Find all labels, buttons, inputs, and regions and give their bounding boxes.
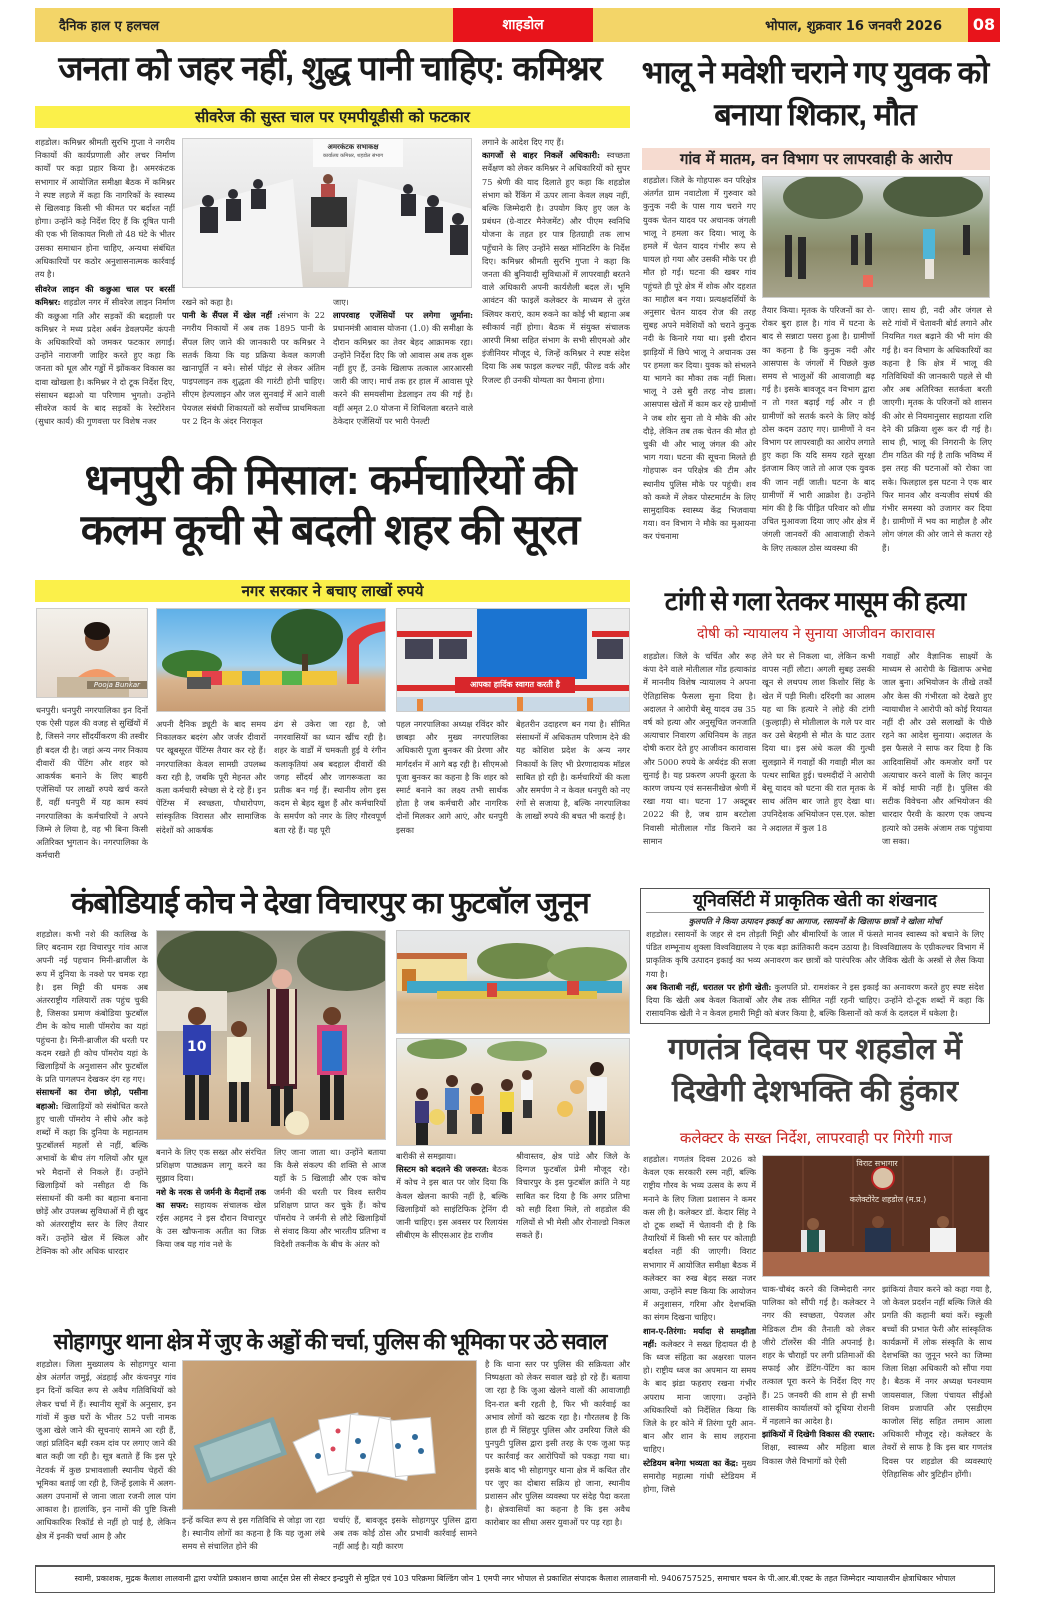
park-gate-illustration [157,609,386,712]
story6-col2: चाक-चौबंद करने की जिम्मेदारी नगर पालिका को सौंपी गई है। कलेक्टर ने नगर की स्वच्छता, पेयजल और मेडिकल टीम की तैनाती को लेकर जीरो टॉलरेंस की नीति अपनाई है। शहर के चौराहों पर लगी प्रतिमाओं की सफाई और डेंटिंग-पेंटिंग का काम तत्काल पूरा करने के निर्देश दिए गए हैं। 25 जनवरी की शाम से ही सभी शासकीय कार्यालयों को दूधिया रोशनी में नहलाने का आदेश है। झांकियों में दिखेगी विकास की रफ्तार: शिक्षा, स्वास्थ्य और महिला बाल विकास जैसे विभागों को ऐसी [762,1284,875,1466]
story7-headline: कंबोडियाई कोच ने देखा विचारपुर का फुटबॉल जुनून [71,887,589,920]
story5-headline: यूनिवर्सिटी में प्राकृतिक खेती का शंखनाद [646,892,984,913]
story3-park-photo [156,608,386,712]
story6-col3: झांकियां तैयार करने को कहा गया है, जो केवल प्रदर्शन नहीं बल्कि जिले की प्रगति की कहानी बयां करें। स्कूली बच्चों की प्रभात फेरी और सांस्कृतिक कार्यक्रमों में लोक संस्कृति के साथ देशभक्ति का जुनून भरने का जिम्मा जिला शिक्षा अधिकारी को सौंपा गया है। बैठक में नगर अध्यक्ष घनश्याम जायसवाल, जिला पंचायत सीईओ शिवम प्रजापति और एसडीएम काजोल सिंह सहित तमाम आला अधिकारी मौजूद रहे। कलेक्टर के तेवरों से साफ है कि इस बार गणतंत्र दिवस पर शहडोल की व्यवस्थाएं ऐतिहासिक और त्रुटिहीन होंगी। [882,1284,992,1479]
story4-headline: टांगी से गला रेतकर मासूम की हत्या [664,586,966,616]
welcome-banner: आपका हार्दिक स्वागत करती है [455,677,575,693]
story7-coach-photo [156,930,386,1140]
story3-office-photo [396,608,630,712]
story5-para1: शहडोल। रसायनों के जहर से दम तोड़ती मिट्टी और बीमारियों के जाल में फंसते मानव स्वास्थ्य को बचाने के लिए पंडित शम्भूनाथ शुक्ला विश्वविद्यालय ने एक बड़ा क्रांतिकारी कदम उठाया है। विश्वविद्यालय के एग्रीकल्चर विभाग में प्राकृतिक कृषि उत्पादन इकाई का भव्य अनावरण कर छात्रों को पारंपरिक और जैविक खेती के अस्त्रों से लैस किया गया है। [646,929,984,979]
story1-col2: रखने को कहा है। पानी के सैंपल में खेल नहीं :संभाग के 22 नगरीय निकायों में अब तक 1895 पानी के सैंपल लिए जाने की जानकारी पर कमिश्नर ने सतर्क किया कि यह प्रक्रिया केवल कागजी खानापूर्ति न बने। सोर्स पॉइंट से लेकर अंतिम पाइपलाइन तक शुद्धता की गारंटी होनी चाहिए। सीएम हेल्पलाइन और जल सुनवाई में आने वाली पेयजल संबंधी शिकायतों को सर्वोच्च प्राथमिकता पर 2 दिन के अंदर निराकृत [182,297,325,426]
story2-col2: तैयार किया। मृतक के परिजनों का रो-रोकर बुरा हाल है। गांव में घटना के बाद से सन्नाटा पसरा हुआ है। ग्रामीणों का कहना है कि कुनुक नदी और आसपास के जंगलों में पिछले कुछ समय से भालुओं की आवाजाही बढ़ गई है। इसके बावजूद वन विभाग द्वारा न तो गश्त बढ़ाई गई और न ही ग्रामीणों को सतर्क करने के लिए कोई ठोस कदम उठाए गए। ग्रामीणों ने वन विभाग पर लापरवाही का आरोप लगाते हुए कहा कि यदि समय रहते सुरक्षा इंतजाम किए जाते तो आज एक युवक की जान नहीं जाती। घटना के बाद ग्रामीणों में भारी आक्रोश है। उन्होंने मांग की है कि पीड़ित परिवार को शीघ्र उचित मुआवजा दिया जाए और क्षेत्र में जंगली जानवरों की आवाजाही रोकने के लिए तत्काल ठोस व्यवस्था की [762,305,875,553]
forest-scene-illustration [763,177,990,298]
city-label: शाहडोल [453,8,593,42]
story7-col1: शहडोल। कभी नशे की कालिख के लिए बदनाम रहा विचारपुर गांव आज अपनी नई पहचान मिनी-ब्राजील के रूप में दुनिया के नक्शे पर चमक रहा है। इस मिट्टी की धमक अब अंतरराष्ट्रीय गलियारों तक पहुंच चुकी है, जिसका प्रमाण कंबोडिया फुटबॉल टीम के कोच माली पॉमरोय का यहां पहुंचना है। मिनी-ब्राजील की धरती पर कदम रखते ही कोच पॉमरोय यहां के खिलाड़ियों के अनुशासन और फुटबॉल के प्रति पागलपन देखकर दंग रह गए। संसाधनों का रोना छोड़ो, पसीना बहाओ: खिलाड़ियों को संबोधित करते हुए चाली पॉमरोय ने सीधे और कड़े शब्दों में कहा कि दुनिया के महानतम फुटबॉलर्स महलों से नहीं, बल्कि अभावों के बीच तंग गलियों और धूल भरे मैदानों से निकले हैं। उन्होंने खिलाड़ियों को नसीहत दी कि संसाधनों की कमी का बहाना बनाना छोड़ें और उपलब्ध सुविधाओं में ही खुद को अंतरराष्ट्रीय स्तर के लिए तैयार करें। उन्होंने खेल में स्किल और टेक्निक को और अधिक धारदार [36,929,148,1256]
page-number: 08 [968,8,1000,42]
office-building-illustration [397,609,630,712]
masthead [35,8,1000,42]
story2-col1: शहडोल। जिले के गोहपारू वन परिक्षेत्र अंतर्गत ग्राम नवाटोला में गुरुवार को कुनुक नदी के पास गाय चराने गए युवक चेतन यादव पर अचानक जंगली भालू ने हमला कर दिया। भालू के हमले में चेतन यादव गंभीर रूप से घायल हो गया और उसकी मौके पर ही मौत हो गई। घटना की खबर गांव पहुंचते ही पूरे क्षेत्र में शोक और दहशत का माहौल बन गया। प्रत्यक्षदर्शियों के अनुसार चेतन यादव रोज की तरह सुबह अपने मवेशियों को चराने कुनुक नदी के किनारे गया था। इसी दौरान झाड़ियों में छिपे भालू ने अचानक उस पर हमला कर दिया। युवक को संभलने या भागने का मौका तक नहीं मिला। भालू ने उसे बुरी तरह नोच डाला। आसपास खेतों में काम कर रहे ग्रामीणों ने जब शोर सुना तो वे मौके की ओर दौड़े, लेकिन तब तक चेतन की मौत हो चुकी थी और भालू जंगल की ओर भाग गया। घटना की सूचना मिलते ही गोहपारू वन परिक्षेत्र की टीम और स्थानीय पुलिस मौके पर पहुंची। शव को कब्जे में लेकर पोस्टमार्टम के लिए सामुदायिक स्वास्थ्य केंद्र भिजवाया गया। वन विभाग ने मौके का मुआयना कर पंचनामा [643,175,756,542]
meeting-room-illustration [183,139,472,288]
story8-headline: सोहागपुर थाना क्षेत्र में जुए के अड्डों की चर्चा, पुलिस की भूमिका पर उठे सवाल [53,1329,607,1354]
newspaper-page [30,8,1015,1593]
story1-col3: जाए। लापरवाह एजेंसियों पर लगेगा जुर्माना: प्रधानमंत्री आवास योजना (1.0) की समीक्षा के दौरान कमिश्नर का तेवर बेहद आक्रामक रहा। उन्होंने निर्देश दिए कि जो आवास अब तक शुरू नहीं हुए हैं, उनके खिलाफ तत्काल आरआरसी जारी की जाए। मार्च तक हर हाल में आवास पूरे करने की समयसीमा डेडलाइन तय की गई है। वहीं अमृत 2.0 योजना में शिथिलता बरतने वाले ठेकेदार एजेंसियों पर भारी पेनल्टी [333,297,473,426]
story8-cards-photo [182,1360,477,1510]
story7-col5: श्रीवास्तव, क्षेत्र पांडे और जिले के दिग्गज फुटबॉल प्रेमी मौजूद रहे। विचारपुर के इस फुटबॉल क्रांति ने यह साबित कर दिया है कि अगर प्रतिभा को सही दिशा मिले, तो शहडोल की गलियों से भी मेसी और रोनाल्डो निकल सकते हैं। [516,1151,630,1241]
photo-wall-text: कलेक्टोरेट शहडोल (म.प्र.) [849,1195,927,1204]
story8-col1: शहडोल। जिला मुख्यालय के सोहागपुर थाना क्षेत्र अंतर्गत जमुई, अंडहाई और कंचनपुर गांव इन दिनों कथित रूप से अवैध गतिविधियों को लेकर चर्चा में हैं। स्थानीय सूत्रों के अनुसार, इन गांवों में कुछ घरों के भीतर 52 पत्ती नामक जुआ खेले जाने की सूचनाएं सामने आ रही हैं, जहां प्रतिदिन बड़ी रकम दांव पर लगाए जाने की बात कही जा रही है। सूत्र बताते हैं कि इस पूरे नेटवर्क में कुछ प्रभावशाली स्थानीय चेहरों की भूमिका बताई जा रही है, जिन्हें इलाके में अलग-अलग उपनामों से जाना जाता रजनी लाल पांग आकाश है। हालांकि, इन नामों की पुष्टि किसी आधिकारिक रिकॉर्ड से नहीं हो पाई है, लेकिन क्षेत्र में इनकी चर्चा आम है और [36,1359,176,1541]
story8-col4: है कि थाना स्तर पर पुलिस की सक्रियता और निष्पक्षता को लेकर सवाल खड़े हो रहे हैं। बताया जा रहा है कि जुआ खेलने वालों की आवाजाही दिन-रात बनी रहती है, फिर भी कार्रवाई का अभाव लोगों को खटक रहा है। गौरतलब है कि हाल ही में सिंहपुर पुलिस और उमरिया जिले की पुनपुटी पुलिस द्वारा इसी तरह के एक जुआ फड़ पर कार्रवाई कर आरोपियों को पकड़ा गया था। इसके बाद भी सोहागपुर थाना क्षेत्र में कथित तौर पर जुए का दोबारा सक्रिय हो जाना, स्थानीय प्रशासन और पुलिस व्यवस्था पर संदेह पैदा करता है। क्षेत्रवासियों का कहना है कि इस अवैध कारोबार का सीधा असर युवाओं पर पड़ रहा है। [485,1359,630,1528]
story3-col4: पहल नगरपालिका अध्यक्ष रविंदर कौर छाबड़ा और मुख्य नगरपालिका अधिकारी पूजा बुनकर की प्रेरणा और मार्गदर्शन में आगे बढ़ रही है। सीएमओ पूजा बुनकर का कहना है कि शहर को स्मार्ट बनाने का लक्ष्य तभी सार्थक होता है जब कर्मचारी और नागरिक दोनों मिलकर आगे आएं, और धनपुरी इसका [396,719,508,835]
story2-col3: जाए। साथ ही, नदी और जंगल से सटे गांवों में चेतावनी बोर्ड लगाने और नियमित गश्त बढ़ाने की भी मांग की गई है। वन विभाग के अधिकारियों का कहना है कि क्षेत्र में भालू की गतिविधियों की जानकारी पहले से थी और अब अतिरिक्त सतर्कता बरती जाएगी। मृतक के परिजनों को शासन की ओर से नियमानुसार सहायता राशि देने की प्रक्रिया शुरू कर दी गई है। साथ ही, भालू की निगरानी के लिए टीम गठित की गई है ताकि भविष्य में इस तरह की घटनाओं को रोका जा सके। फिलहाल इस घटना ने एक बार फिर मानव और वन्यजीव संघर्ष की गंभीर समस्या को उजागर कर दिया है। ग्रामीणों में भय का माहौल है और लोग जंगल की ओर जाने से कतरा रहे हैं। [882,305,992,553]
story3-cmo-portrait [36,608,148,698]
story4-col1: शहडोल। जिले के चर्चित और रूह कंपा देने वाले मोतीलाल गोंड हत्याकांड में माननीय विशेष न्यायालय ने अपना ऐतिहासिक फैसला सुना दिया है। अदालत ने आरोपी बेसू यादव उम्र 35 वर्ष को हत्या और अनुसूचित जनजाति अत्याचार निवारण अधिनियम के तहत दोषी करार देते हुए आजीवन कारावास और 5000 रुपये के अर्थदंड की सजा सुनाई है। यह प्रकरण अपनी क्रूरता के कारण जघन्य एवं सनसनीखेज श्रेणी में रखा गया था। घटना 17 अक्टूबर 2022 की है, जब ग्राम बरटोला निवासी मोतीलाल गोंड किराने का सामान [643,651,756,846]
imprint-footer: स्वामी, प्रकाशक, मुद्रक कैलाश लालवानी द्वारा ज्योति प्रकाशन छाया आर्ट्स प्रेस सी सेक्टर इन्द्रपुरी से मुद्रित एवं 103 परिक्रमा बिल्डिंग जोन 1 एमपी नगर भोपाल से प्रकाशित संपादक कैलाश लालवानी मो. 9406757525, समाचार चयन के पी.आर.बी.एक्ट के तहत जिम्मेदार न्यायालयीन क्षेत्राधिकार भोपाल [35,1565,995,1593]
story6-col1: शहडोल। गणतंत्र दिवस 2026 को केवल एक सरकारी रस्म नहीं, बल्कि राष्ट्रीय गौरव के भव्य उत्सव के रूप में मनाने के लिए जिला प्रशासन ने कमर कस ली है। कलेक्टर डॉ. केदार सिंह ने दो टूक शब्दों में चेतावनी दी है कि तैयारियों में किसी भी स्तर पर कोताही बर्दाश्त नहीं की जाएगी। विराट सभागार में आयोजित समीक्षा बैठक में कलेक्टर का रुख बेहद सख्त नजर आया, उन्होंने स्पष्ट किया कि आयोजन में अनुशासन, गरिमा और देशभक्ति का संगम दिखना चाहिए। शान-ए-तिरंगा: मर्यादा से समझौता नहीं: कलेक्टर ने सख्त हिदायत दी है कि ध्वज संहिता का अक्षरशः पालन हो। राष्ट्रीय ध्वज का अपमान या समय के बाद झंडा फहराए रखना गंभीर अपराध माना जाएगा। उन्होंने अधिकारियों को निर्देशित किया कि जिले के हर कोने में तिरंगा पूरी आन-बान और शान के साथ लहराना चाहिए। स्टेडियम बनेगा भव्यता का केंद्र: मुख्य समारोह महात्मा गांधी स्टेडियम में होगा, जिसे [643,1154,756,1495]
story3-col1: धनपुरी। धनपुरी नगरपालिका इन दिनों एक ऐसी पहल की वजह से सुर्खियों में है, जिसने नगर सौंदर्यीकरण की तस्वीर ही बदल दी है। जहां अन्य नगर निकाय दीवारों की पेंटिंग और शहर को आकर्षक बनाने के लिए बाहरी एजेंसियों पर लाखों रुपये खर्च करते हैं, वहीं धनपुरी में यह काम स्वयं नगरपालिका के कर्मचारियों ने अपने जिम्मे ले लिया है, वह भी बिना किसी अतिरिक्त भुगतान के। नगरपालिका के कर्मचारी [36,705,148,861]
playing-cards-cash-illustration [183,1361,477,1510]
story1-col1: शहडोल। कमिश्नर श्रीमती सुरभि गुप्ता ने नगरीय निकायों की कार्यप्रणाली और लचर निर्माण कार्यों पर कड़ा प्रहार किया है। अमरकंटक सभागार में आयोजित समीक्षा बैठक में कमिश्नर ने स्पष्ट लहजे में कहा कि नागरिकों के स्वास्थ्य से खिलवाड़ किसी भी कीमत पर बर्दाश्त नहीं होगा। उन्होंने कड़े निर्देश दिए हैं कि दूषित पानी की एक भी शिकायत मिली तो 48 घंटे के भीतर उसका समाधान होना चाहिए, अन्यथा संबंधित अधिकारियों पर कठोर अनुशासनात्मक कार्रवाई तय है। सीवरेज लाइन की कछुआ चाल पर बरसीं कमिश्नर: शहडोल नगर में सीवरेज लाइन निर्माण की कछुआ गति और सड़कों की बदहाली पर कमिश्नर ने मध्य प्रदेश अर्बन डेवलपमेंट कंपनी के अधिकारियों को जमकर फटकार लगाई। उन्होंने नाराजगी जाहिर करते हुए कहा कि जनता को धूल और गड्ढों में झोंककर विकास का दावा खोखला है। कमिश्नर ने दो टूक निर्देश दिए, संसाधन बढ़ाओ या परिणाम भुगतो। उन्होंने सीवरेज कार्य के बाद सड़कों के रेस्टोरेशन (सुधार कार्य) की गुणवत्ता पर विशेष नजर [35,137,175,427]
story3-headline-line2: कलम कूची से बदली शहर की सूरत [80,506,580,553]
story8-col3: चर्चाएं हैं, बावजूद इसके सोहागपुर पुलिस द्वारा अब तक कोई ठोस और प्रभावी कार्रवाई सामने नहीं आई है। यही कारण [333,1515,477,1552]
story2-strap: गांव में मातम, वन विभाग पर लापरवाही के आरोप [642,148,990,170]
jersey-number: 10 [187,1039,207,1055]
paper-name: दैनिक हाल ए हलचल [59,19,160,34]
photo-wall-caption: अमरकंटक सभाकक्ष [327,143,379,151]
collectorate-meeting-illustration [763,1156,990,1277]
coach-players-illustration [157,931,386,1140]
story1-col4: लगाने के आदेश दिए गए हैं। कागजों से बाहर निकलें अधिकारी: स्वच्छता सर्वेक्षण को लेकर कमिश्नर ने अधिकारियों को सुपर 75 श्रेणी की याद दिलाते हुए कहा कि शहडोल संभाग को रैंकिंग में ऊपर लाना केवल लक्ष्य नहीं, बल्कि जिम्मेदारी है। उपयोग किए हुए जल के प्रबंधन (ग्रे-वाटर मैनेजमेंट) और पीएम स्वनिधि योजना के तहत हर पात्र हितग्राही तक लाभ पहुँचाने के लिए उन्होंने सख्त मॉनिटरिंग के निर्देश दिए। कमिश्नर श्रीमती सुरभि गुप्ता ने कहा कि जनता की बुनियादी सुविधाओं में लापरवाही बरतने वाले अधिकारी अपनी कार्यशैली बदल लें। भूमि आवंटन की फाइलें कलेक्टर के माध्यम से तुरंत क्लियर कराएं, काम रुकने का कोई भी बहाना अब स्वीकार्य नहीं होगा। बैठक में संयुक्त संचालक आरपी मिश्रा सहित संभाग के सभी सीएमओ और इंजीनियर मौजूद थे, जिन्हें कमिश्नर ने स्पष्ट संदेश दिया कि अब फाइल कल्चर नहीं, फील्ड वर्क और रिजल्ट ही उनकी योग्यता का पैमाना होगा। [482,137,630,385]
story6-collectorate-photo [762,1155,990,1277]
story6-headline-line2: दिखेगी देशभक्ति की हुंकार [671,1075,959,1108]
story7-col3: लिए जाना जाता था। उन्होंने बताया कि कैसे संकल्प की शक्ति से आज यहाँ के 5 खिलाड़ी और एक कोच जर्मनी की धरती पर विश्व स्तरीय प्रशिक्षण प्राप्त कर चुके हैं। कोच पॉमरोय ने जर्मनी से लौटे खिलाड़ियों से संवाद किया और भारतीय प्रतिभा व विदेशी तकनीक के बीच के अंतर को [274,1147,386,1250]
nameplate: Pooja Bunkar [87,681,147,689]
story4-subhead: दोषी को न्यायालय ने सुनाया आजीवन कारावास [697,626,935,642]
story2-headline: भालू ने मवेशी चराने गए युवक को बनाया शिकार, मौत [641,55,989,132]
story2-forest-photo [762,176,990,298]
story7-col2: बनाने के लिए एक सख्त और संरचित प्रशिक्षण पाठ्यक्रम लागू करने का सुझाव दिया। नशे के नरक से जर्मनी के मैदानों तक का सफर: सहायक संचालक खेल रईस अहमद ने इस दौरान विचारपुर के उस खौफनाक अतीत का जिक्र किया जब यह गांव नशे के [156,1147,266,1250]
story3-col3: ढंग से उकेरा जा रहा है, जो नगरवासियों का ध्यान खींच रही है। शहर के वार्डों में चमकती हुई ये रंगीन कलाकृतियां अब बदहाल दीवारों की जगह सौंदर्य और जागरूकता का प्रतीक बन गई हैं। स्थानीय लोग इस कदम से बेहद खुश हैं और कर्मचारियों के समर्पण को नगर के लिए गौरवपूर्ण बता रहे हैं। यह पूरी [274,719,386,835]
story1-meeting-photo [182,138,472,288]
story5-deck: कुलपति ने किया उत्पादन इकाई का आगाज, रसायनों के खिलाफ छात्रों ने खोला मोर्चा [688,915,942,926]
story5-para2: अब किताबी नहीं, धरातल पर होगी खेती: कुलपति प्रो. रामशंकर ने इस इकाई का अनावरण करते हुए स्पष्ट संदेश दिया कि खेती अब केवल किताबों और लैब तक सीमित नहीं रहनी चाहिए। उन्होंने दो-टूक शब्दों में कहा कि रासायनिक खेती ने न केवल हमारी मिट्टी को बंजर किया है, बल्कि किसानों को कर्ज के दलदल में धकेला है। [646,981,984,1019]
team-group-illustration [397,931,630,1034]
story1-strap: सीवरेज की सुस्त चाल पर एमपीयूडीसी को फटकार [35,106,630,128]
story3-headline-line1: धनपुरी की मिसाल: कर्मचारियों की [84,456,576,503]
date-line: भोपाल, शुक्रवार 16 जनवरी 2026 [765,19,942,34]
kids-training-illustration [397,1039,630,1146]
story1-headline: जनता को जहर नहीं, शुद्ध पानी चाहिए: कमिश्नर [58,50,602,88]
story7-col4: बारीकी से समझाया। सिस्टम को बदलने की जरूरत: बैठक में कोच ने इस बात पर जोर दिया कि केवल खेलना काफी नहीं है, बल्कि खिलाड़ियों को साइंटिफिक ट्रेनिंग दी जानी चाहिए। इस अवसर पर रिलायंस सीबीएम के सीएसआर हेड राजीव [396,1151,508,1241]
story3-col5: बेहतरीन उदाहरण बन गया है। सीमित संसाधनों में अधिकतम परिणाम देने की यह कोशिश प्रदेश के अन्य नगर निकायों के लिए भी प्रेरणादायक मॉडल साबित हो रही है। कर्मचारियों की कला और समर्पण ने न केवल धनपुरी को नए रंगों से सजाया है, बल्कि नगरपालिका के लाखों रुपये की बचत भी कराई है। [516,719,630,822]
story3-col2: अपनी दैनिक ड्यूटी के बाद समय निकालकर बदरंग और जर्जर दीवारों पर खूबसूरत पेंटिंग्स तैयार कर रहे हैं। नगरपालिका केवल सामग्री उपलब्ध करा रही है, जबकि पूरी मेहनत और कला कर्मचारी स्वेच्छा से दे रहे हैं। इन पेंटिंग्स में स्वच्छता, पौधारोपण, सांस्कृतिक विरासत और सामाजिक संदेशों को आकर्षक [156,719,266,835]
photo-wall-subcaption: कार्यालय कमिश्नर, शहडोल संभाग [322,153,384,159]
story7-team-photo [396,930,630,1034]
story8-col2: इन्हें कथित रूप से इस गतिविधि से जोड़ा जा रहा है। स्थानीय लोगों का कहना है कि यह जुआ लंबे समय से संचालित होने की [182,1515,325,1552]
story4-col3: गवाहों और वैज्ञानिक साक्ष्यों के माध्यम से आरोपी के खिलाफ अभेद्य जाल बुना। अभियोजन के तीखे तर्कों और केस की गंभीरता को देखते हुए न्यायाधीश ने आरोपी को कोई रियायत नहीं दी और उसे सलाखों के पीछे रहने का आदेश सुनाया। अदालत के इस फैसले ने साफ कर दिया है कि आदिवासियों और कमजोर वर्गों पर अत्याचार करने वालों के लिए कानून में कोई माफी नहीं है। पुलिस की सटीक विवेचना और अभियोजन की धारदार पैरवी के कारण एक जघन्य हत्यारे को उसके अंजाम तक पहुंचाया जा सका। [882,651,992,846]
story4-col2: लेने घर से निकला था, लेकिन कभी वापस नहीं लौटा। अगली सुबह उसकी खून से लथपथ लाश किशोर सिंह के खेत में पड़ी मिली। दरिंदगी का आलम यह था कि हत्यारे ने लोहे की टांगी (कुल्हाड़ी) से मोतीलाल के गले पर वार कर उसे बेरहमी से मौत के घाट उतार दिया था। इस अंधे कत्ल की गुत्थी सुलझाने में गवाहों की गवाही मील का पत्थर साबित हुई। चश्मदीदों ने आरोपी बेसू यादव को घटना की रात मृतक के साथ अंतिम बार जाते हुए देखा था। उपनिदेशक अभियोजन एस.एल. कोष्टा ने अदालत में कुल 18 [762,651,875,833]
photo-wall-top: विराट सभागार [856,1159,898,1168]
story7-training-photo [396,1038,630,1146]
story3-strap: नगर सरकार ने बचाए लाखों रुपये [35,580,630,602]
story6-subhead: कलेक्टर के सख्त निर्देश, लापरवाही पर गिरेगी गाज [679,1129,953,1147]
story6-headline-line1: गणतंत्र दिवस पर शहडोल में [668,1033,962,1066]
story5-box [640,888,990,1024]
